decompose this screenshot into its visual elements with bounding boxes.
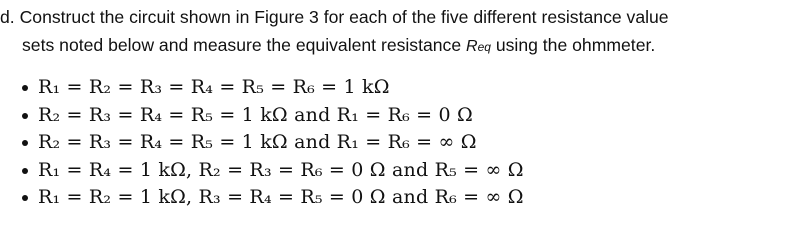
resistance-set-list bbox=[22, 74, 524, 212]
resistance-set-2: R₂ = R₃ = R₄ = R₅ = 1 kΩ and R₁ = R₆ = 0 Ω bbox=[38, 103, 474, 126]
bullet-icon bbox=[22, 195, 28, 201]
resistance-set-1: R₁ = R₂ = R₃ = R₄ = R₅ = R₆ = 1 kΩ bbox=[38, 76, 390, 98]
req-symbol: Req bbox=[466, 38, 491, 55]
resistance-set-3: R₂ = R₃ = R₄ = R₅ = 1 kΩ and R₁ = R₆ = ∞ Ω bbox=[38, 131, 477, 153]
question-paragraph bbox=[0, 3, 785, 61]
resistance-set-5: R₁ = R₂ = 1 kΩ, R₃ = R₄ = R₅ = 0 Ω and R₆ = ∞ Ω bbox=[38, 186, 524, 208]
question-text-line2-after: using the ohmmeter. bbox=[490, 35, 656, 55]
list-item bbox=[22, 129, 524, 157]
bullet-icon bbox=[22, 140, 28, 146]
question-line-1 bbox=[0, 3, 785, 31]
resistance-set-4: R₁ = R₄ = 1 kΩ, R₂ = R₃ = R₆ = 0 Ω and R₅ = ∞ Ω bbox=[38, 158, 524, 181]
bullet-icon bbox=[22, 113, 28, 119]
question-label: d. bbox=[0, 7, 15, 27]
list-item bbox=[22, 184, 524, 212]
list-item bbox=[22, 157, 524, 185]
req-subscript: eq bbox=[477, 40, 491, 54]
list-item bbox=[22, 74, 524, 102]
list-item bbox=[22, 102, 524, 130]
question-text-line1: Construct the circuit shown in Figure 3 for each of the five different resistance value bbox=[19, 7, 669, 27]
question-text-line2-before: sets noted below and measure the equivalent resistance bbox=[22, 35, 467, 55]
question-line-2 bbox=[0, 31, 785, 61]
bullet-icon bbox=[22, 168, 28, 174]
bullet-icon bbox=[22, 85, 28, 91]
